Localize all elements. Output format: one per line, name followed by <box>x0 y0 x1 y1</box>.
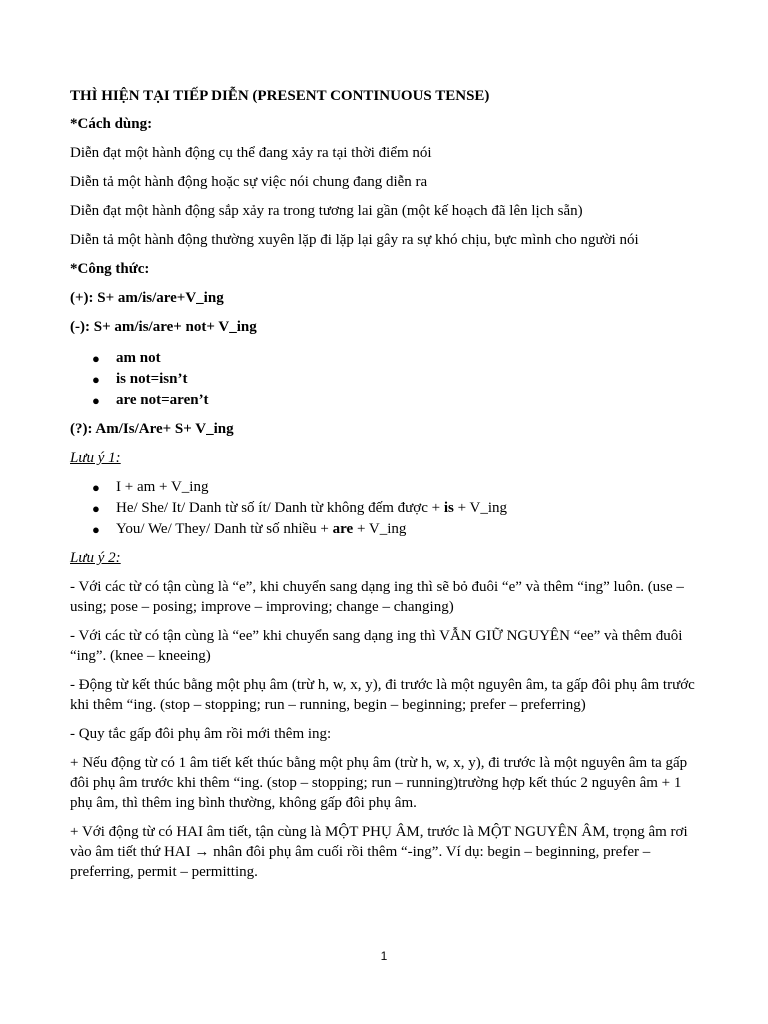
note1-list <box>70 477 702 540</box>
list-item <box>92 498 702 519</box>
document-title: THÌ HIỆN TẠI TIẾP DIỄN (PRESENT CONTINUOUS TENSE) <box>70 88 490 104</box>
negative-forms-list <box>70 348 702 411</box>
note1-label <box>70 448 702 468</box>
list-item-text: I + am + V_ing <box>116 479 209 495</box>
bullet-icon: ● <box>92 501 100 516</box>
list-item-verb: are <box>332 521 354 537</box>
rule-paragraph: + Nếu động từ có 1 âm tiết kết thúc bằng một phụ âm (trừ h, w, x, y), đi trước là một nguyên âm ta gấp đôi phụ âm trước khi thêm “ing. (stop – stopping; run – running)trường hợp kết thúc 2 nguyên âm + 1 phụ âm, thì thêm ing bình thường, không gấp đôi phụ âm. <box>70 755 688 811</box>
list-item-text: is not=isn’t <box>116 371 188 387</box>
usage-item: Diễn đạt một hành động sắp xảy ra trong tương lai gần (một kế hoạch đã lên lịch sẵn) <box>70 203 583 219</box>
page-number: 1 <box>380 949 388 963</box>
list-item-text: + V_ing <box>353 521 407 537</box>
note2-label-text: Lưu ý 2: <box>70 550 121 566</box>
usage-heading: *Cách dùng: <box>70 116 153 132</box>
bullet-icon: ● <box>92 480 100 495</box>
bullet-icon: ● <box>92 522 100 537</box>
list-item <box>92 477 702 498</box>
formula-negative: (-): S+ am/is/are+ not+ V_ing <box>70 319 257 335</box>
rule-paragraph: - Quy tắc gấp đôi phụ âm rồi mới thêm ing: <box>70 726 332 742</box>
list-item-text: + V_ing <box>453 500 508 516</box>
rule-paragraph: - Với các từ có tận cùng là “ee” khi chuyển sang dạng ing thì VẪN GIỮ NGUYÊN “ee” và thêm đuôi “ing”. (knee – kneeing) <box>70 628 683 664</box>
rule-paragraph: + Với động từ có HAI âm tiết, tận cùng là MỘT PHỤ ÂM, trước là MỘT NGUYÊN ÂM, trọng âm rơi vào âm tiết thứ HAI → nhân đôi phụ âm cuối rồi thêm “-ing”. Ví dụ: begin – beginning, prefer – preferring, permit – permitting. <box>70 824 688 880</box>
usage-item: Diễn tả một hành động thường xuyên lặp đi lặp lại gây ra sự khó chịu, bực mình cho người nói <box>70 232 639 248</box>
list-item-text: are not=aren’t <box>116 392 209 408</box>
list-item <box>92 348 702 369</box>
rule-paragraph: - Với các từ có tận cùng là “e”, khi chuyển sang dạng ing thì sẽ bỏ đuôi “e” và thêm “ing” luôn. (use – using; pose – posing; improve – improving; change – changing) <box>70 579 684 615</box>
formula-heading: *Công thức: <box>70 261 150 277</box>
bullet-icon: ● <box>92 372 100 387</box>
list-item-text: am not <box>116 350 161 366</box>
document-body <box>70 86 702 891</box>
list-item <box>92 369 702 390</box>
bullet-icon: ● <box>92 351 100 366</box>
formula-question: (?): Am/Is/Are+ S+ V_ing <box>70 421 234 437</box>
list-item-verb: is <box>443 500 454 516</box>
note1-label-text: Lưu ý 1: <box>70 450 121 466</box>
list-item <box>92 519 702 540</box>
list-item-text: You/ We/ They/ Danh từ số nhiều + <box>116 521 333 537</box>
list-item <box>92 390 702 411</box>
usage-item: Diễn đạt một hành động cụ thể đang xảy ra tại thời điểm nói <box>70 145 432 161</box>
note2-label <box>70 548 702 568</box>
list-item-text: He/ She/ It/ Danh từ số ít/ Danh từ không đếm được + <box>116 500 444 516</box>
rule-paragraph: - Động từ kết thúc bằng một phụ âm (trừ h, w, x, y), đi trước là một nguyên âm, ta gấp đôi phụ âm trước khi thêm “ing. (stop – stopping; run – running, begin – beginning; prefer – preferring) <box>70 677 695 713</box>
bullet-icon: ● <box>92 393 100 408</box>
formula-positive: (+): S+ am/is/are+V_ing <box>70 290 224 306</box>
usage-item: Diễn tả một hành động hoặc sự việc nói chung đang diễn ra <box>70 174 428 190</box>
